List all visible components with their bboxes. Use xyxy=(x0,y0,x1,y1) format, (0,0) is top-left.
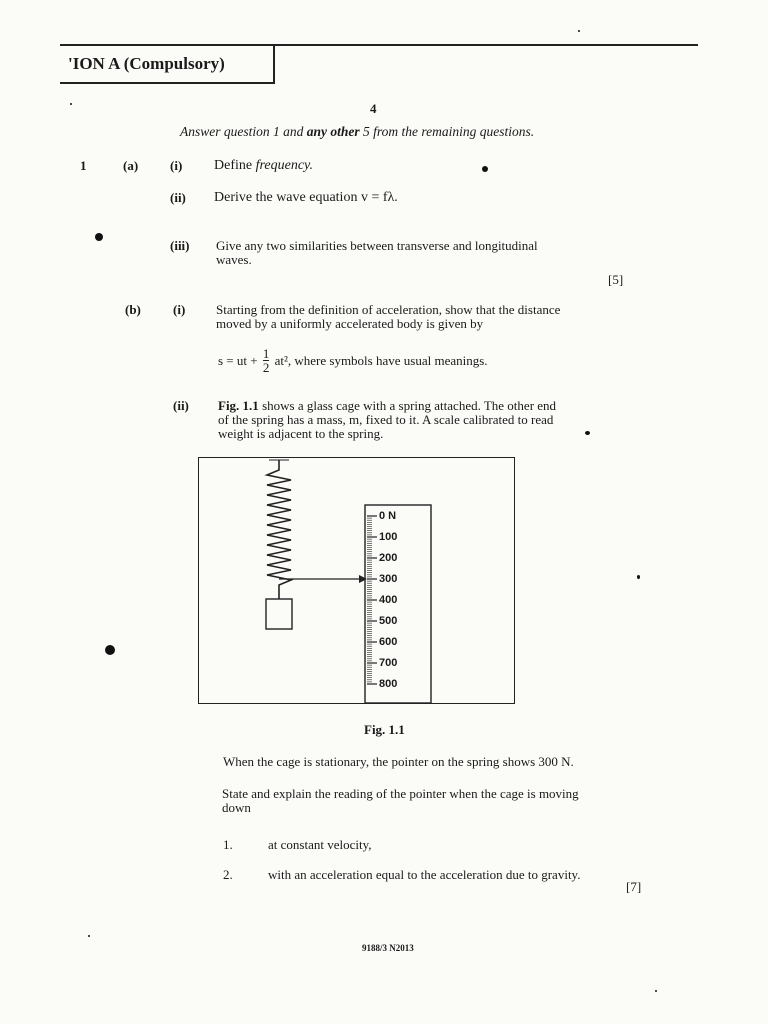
scan-speck xyxy=(655,990,657,992)
instruction-part1: Answer question 1 and xyxy=(180,124,307,139)
scale-label-500: 500 xyxy=(379,615,398,627)
equation xyxy=(218,347,488,374)
scan-speck xyxy=(70,103,72,105)
part-b-i-text xyxy=(216,303,560,331)
part-a-i-label: (i) xyxy=(170,158,183,173)
scale-label-800: 800 xyxy=(379,678,398,690)
part-a-ii-text: Derive the wave equation v = fλ. xyxy=(214,190,398,205)
frequency-word: frequency. xyxy=(255,158,313,173)
scan-speck xyxy=(88,935,90,937)
scan-speck xyxy=(637,575,640,579)
scale-frame xyxy=(365,505,431,703)
equation-fraction xyxy=(263,347,270,374)
mass-block xyxy=(266,599,292,629)
section-title: 'ION A (Compulsory) xyxy=(60,44,275,84)
item-1-text: at constant velocity, xyxy=(268,837,372,852)
scale-label-600: 600 xyxy=(379,636,398,648)
equation-left: s = ut + xyxy=(218,352,258,368)
spring xyxy=(267,460,291,599)
figure-drawing xyxy=(199,458,514,703)
part-a-ii-label: (ii) xyxy=(170,190,186,205)
part-b-ii-line2: of the spring has a mass, m, fixed to it. A scale calibrated to read xyxy=(218,412,554,427)
top-rule xyxy=(265,44,698,46)
glass-cage-figure xyxy=(198,457,515,704)
part-a-label: (a) xyxy=(123,158,139,173)
item-2-number: 2. xyxy=(223,867,233,882)
paper-code-footer: 9188/3 N2013 xyxy=(362,943,414,953)
scan-speck xyxy=(95,233,103,241)
scan-speck xyxy=(482,166,488,172)
part-b-ii-label: (ii) xyxy=(173,398,189,413)
scan-speck xyxy=(105,645,115,655)
instruction xyxy=(180,124,534,140)
state-line1: State and explain the reading of the pointer when the cage is moving xyxy=(222,786,579,801)
item-1-number: 1. xyxy=(223,837,233,852)
part-b-ii-line1-rest: shows a glass cage with a spring attached. The other end xyxy=(258,398,557,413)
question-number: 1 xyxy=(80,158,87,173)
fig-reference: Fig. 1.1 xyxy=(218,398,259,413)
scale-label-400: 400 xyxy=(379,594,398,606)
part-a-i-text xyxy=(214,158,313,174)
part-b-i-line2: moved by a uniformly accelerated body is given by xyxy=(216,316,484,331)
stationary-text: When the cage is stationary, the pointer on the spring shows 300 N. xyxy=(223,754,574,769)
scale-label-100: 100 xyxy=(379,531,398,543)
part-a-iii-line2: waves. xyxy=(216,252,252,267)
instruction-bold: any other xyxy=(306,124,360,139)
scale-ticks xyxy=(367,516,377,684)
scan-speck xyxy=(585,431,590,435)
part-b-label: (b) xyxy=(125,302,141,317)
part-b-ii-line3: weight is adjacent to the spring. xyxy=(218,426,384,441)
part-a-iii-line1: Give any two similarities between transverse and longitudinal xyxy=(216,238,538,253)
part-b-i-label: (i) xyxy=(173,302,186,317)
part-b-ii-line1 xyxy=(218,399,556,413)
state-explain-text xyxy=(222,787,579,815)
part-b-marks: [7] xyxy=(626,879,642,894)
scale-label-700: 700 xyxy=(379,657,398,669)
equation-right: at², where symbols have usual meanings. xyxy=(274,352,488,368)
scan-speck xyxy=(578,30,580,32)
equation-denominator: 2 xyxy=(262,360,270,375)
equation-numerator: 1 xyxy=(262,346,270,361)
page-number: 4 xyxy=(370,101,377,116)
item-2-text: with an acceleration equal to the acceleration due to gravity. xyxy=(268,867,581,882)
figure-caption: Fig. 1.1 xyxy=(364,722,405,737)
scale-label-200: 200 xyxy=(379,552,398,564)
state-line2: down xyxy=(222,800,251,815)
define-word: Define xyxy=(214,158,256,173)
part-b-ii-text xyxy=(218,399,556,441)
instruction-part2: 5 from the remaining questions. xyxy=(359,124,535,139)
part-a-iii-label: (iii) xyxy=(170,238,190,253)
part-a-iii-text xyxy=(216,239,538,267)
scale-label-0: 0 N xyxy=(379,510,397,522)
part-b-i-line1: Starting from the definition of acceleration, show that the distance xyxy=(216,302,561,317)
part-a-marks: [5] xyxy=(608,272,624,287)
pointer-arrowhead xyxy=(359,575,367,583)
scale-label-300: 300 xyxy=(379,573,398,585)
